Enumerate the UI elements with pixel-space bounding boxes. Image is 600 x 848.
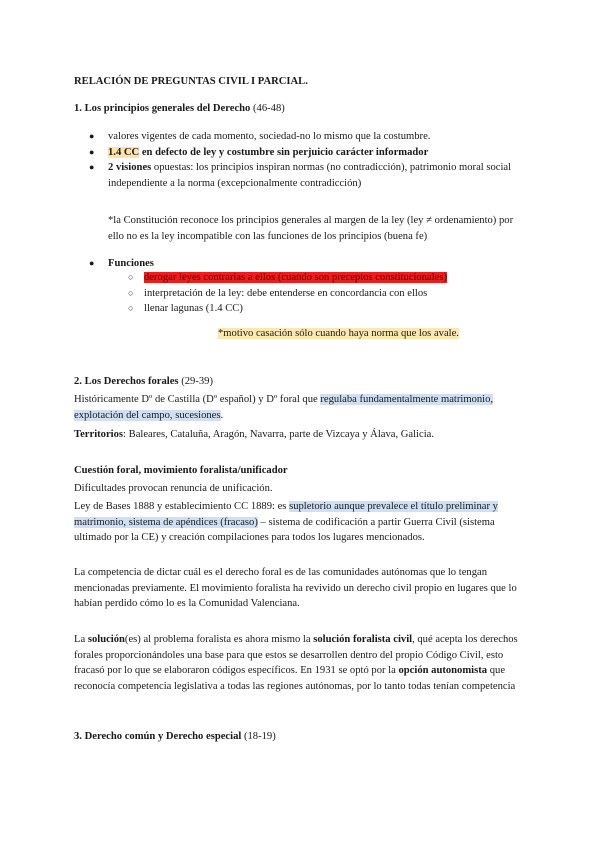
list-item xyxy=(91,145,526,161)
paragraph-text: Ley de Bases 1888 y establecimiento CC 1889: es xyxy=(74,501,290,512)
functions-sublist xyxy=(128,270,526,317)
paragraph-text: , qué acepta los derechos forales proporcionándoles una base para que estos se desarrollen dentro del propio Código Civil, esto fracasó por lo que se elaboraron códigos específicos. En 1931 se optó por la xyxy=(74,634,518,676)
paragraph-text: Históricamente Dº de Castilla (Dº español) y Dº foral que xyxy=(74,394,321,405)
solucion-paragraph xyxy=(74,632,526,694)
bold-text: solución foralista civil xyxy=(313,634,413,645)
territories-text: : Baleares, Cataluña, Aragón, Navarra, parte de Vizcaya y Álava, Galicia. xyxy=(123,429,434,440)
highlighted-text: regulaba fundamentalmente matrimonio, explotación del campo, sucesiones xyxy=(74,394,494,421)
paragraph-text: que reconocía competencia legislativa a todas las regiones autónomas, por lo tanto todas tenían competencia xyxy=(74,665,516,692)
list-item xyxy=(128,301,526,317)
competencia-paragraph: La competencia de dictar cuál es el derecho foral es de las comunidades autónomas que lo tengan mencionadas previamente. El movimiento foralista ha revivido un derecho civil propio en lugares que lo habían perdido cómo lo es la Comunidad Valenciana. xyxy=(74,567,517,609)
list-item xyxy=(128,286,526,302)
circle-bullet-icon: ○ xyxy=(128,272,134,282)
constitution-note: *la Constitución reconoce los principios generales al margen de la ley (ley ≠ ordenamiento) por ello no es la ley incompatible con las funciones de los principios (buena fe) xyxy=(108,215,514,242)
casacion-note xyxy=(218,326,518,342)
function-text: derogar leyes contrarias a ellos (cuando son preceptos constitucionales) xyxy=(144,272,447,283)
dificultades-paragraph: Dificultades provocan renuncia de unificación. xyxy=(74,483,273,494)
functions-label: Funciones xyxy=(108,258,154,269)
bullet-icon: ● xyxy=(89,162,95,172)
section-2-pages: (29-39) xyxy=(178,376,213,387)
section-3-title: 3. Derecho común y Derecho especial xyxy=(74,731,242,742)
paragraph-text: – sistema de codificación a partir Guerra Civil (sistema ultimado por la CE) y creación compilaciones para todos los lugares mencionados. xyxy=(74,516,495,543)
bullet-text: en defecto de ley y costumbre sin perjuicio carácter informador xyxy=(139,146,429,158)
section-2-heading xyxy=(74,374,526,390)
list-item xyxy=(128,270,526,286)
bullet-text: valores vigentes de cada momento, sociedad-no lo mismo que la costumbre. xyxy=(108,131,431,142)
bases-paragraph xyxy=(74,499,526,546)
circle-bullet-icon: ○ xyxy=(128,287,134,298)
section-1-heading xyxy=(74,101,526,117)
section-1-title: 1. Los principios generales del Derecho xyxy=(74,103,251,114)
document-title: RELACIÓN DE PREGUNTAS CIVIL I PARCIAL. xyxy=(74,76,308,87)
section-1-pages: (46-48) xyxy=(250,103,285,114)
bullet-icon: ● xyxy=(89,131,95,141)
section-1-bullets xyxy=(91,129,526,191)
highlighted-text: *motivo casación sólo cuando haya norma que los avale. xyxy=(218,328,459,339)
cuestion-heading: Cuestión foral, movimiento foralista/unificador xyxy=(74,465,288,476)
bullet-text: opuestas: los principios inspiran normas (no contradicción), patrimonio moral social independiente a la norma (excepcionalmente contradicción) xyxy=(108,162,512,189)
historical-paragraph xyxy=(74,392,526,423)
highlighted-text: 1.4 CC xyxy=(108,146,140,158)
list-item xyxy=(91,160,526,191)
section-2-title: 2. Los Derechos forales xyxy=(74,376,179,387)
function-text: interpretación de la ley: debe entenderse en concordancia con ellos xyxy=(144,287,428,299)
function-text: llenar lagunas (1.4 CC) xyxy=(144,303,243,314)
bold-text: 2 visiones xyxy=(108,162,152,173)
territories-paragraph xyxy=(74,427,526,443)
paragraph-text: La xyxy=(74,634,88,645)
list-item xyxy=(91,129,526,145)
paragraph-text: . xyxy=(220,409,224,421)
highlighted-text: supletorio aunque prevalece el título preliminar y matrimonio, sistema de apéndices (fracaso) xyxy=(74,501,498,528)
bold-text: opción autonomista xyxy=(398,665,488,676)
paragraph-text: (es) al problema foralista es ahora mismo la xyxy=(124,634,314,645)
circle-bullet-icon: ○ xyxy=(128,303,134,313)
bold-text: solución xyxy=(87,634,125,645)
bullet-icon: ● xyxy=(89,258,95,268)
bullet-icon: ● xyxy=(89,146,95,157)
territories-label: Territorios xyxy=(74,429,124,440)
section-3-heading xyxy=(74,729,526,745)
section-3-pages: (18-19) xyxy=(241,731,276,742)
